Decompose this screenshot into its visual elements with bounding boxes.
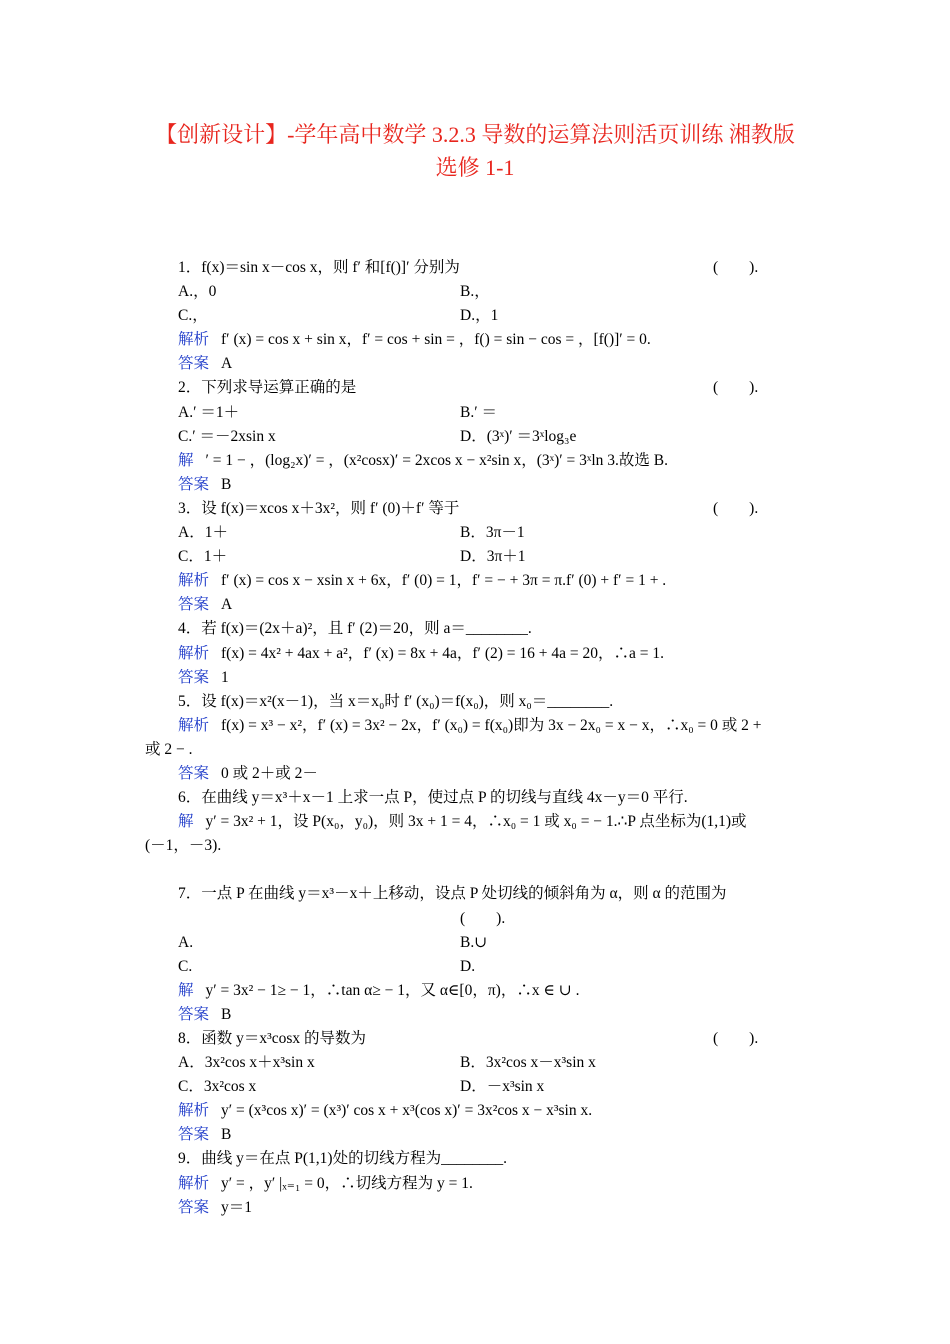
answer-text: B: [221, 1005, 232, 1023]
solution-line: [145, 979, 805, 1003]
answer-text: A: [221, 355, 233, 373]
solution-line: [145, 714, 805, 738]
question-text: 4．若 f(x)＝(2x＋a)²，且 f′ (2)＝20，则 a＝________.: [178, 620, 532, 638]
answer-line: [145, 1123, 805, 1147]
question-stem: [145, 690, 805, 714]
solution-text: y′ = (x³cos x)′ = (x³)′ cos x + x³(cos x)′ = 3x²cos x − x³sin x.: [221, 1102, 593, 1120]
option-row: [145, 931, 805, 955]
question-text: 3．设 f(x)＝xcos x＋3x²，则 f′ (0)＋f′ 等于: [178, 499, 460, 517]
question-stem: [145, 882, 805, 906]
answer-label: 答案: [178, 596, 210, 614]
option-a: A.′ ＝1＋: [178, 403, 240, 421]
question-stem: [145, 376, 805, 400]
solution-line: [145, 569, 805, 593]
title-line-2: 选修 1-1: [435, 155, 515, 180]
solution-label: 解: [178, 981, 194, 999]
solution-label: 解析: [178, 1102, 210, 1120]
answer-parentheses: ( ).: [713, 259, 759, 276]
question-text: 8．函数 y＝x³cosx 的导数为: [178, 1030, 367, 1047]
answer-line: [145, 1196, 805, 1220]
option-row: [145, 304, 805, 328]
answer-line: [145, 473, 805, 497]
option-b: B.′ ＝: [460, 403, 497, 421]
option-b: D．(3ˣ)′ ＝3ˣlog₃e: [460, 427, 577, 445]
option-a: C．1＋: [178, 548, 228, 566]
solution-text: 或 2 − .: [145, 740, 193, 758]
option-row: [145, 280, 805, 304]
answer-text: y＝1: [221, 1198, 253, 1216]
solution-label: 解析: [178, 716, 210, 734]
option-row: [145, 425, 805, 449]
solution-line: [145, 1172, 805, 1196]
solution-text: y′ = ，y′ |ₓ₌₁ = 0，∴切线方程为 y = 1.: [221, 1174, 473, 1192]
solution-line: [145, 328, 805, 352]
option-row: [145, 401, 805, 425]
option-a: C.，: [178, 307, 208, 325]
option-a: A．3x²cos x＋x³sin x: [178, 1054, 315, 1072]
option-row: [145, 1075, 805, 1099]
document-title: [0, 118, 950, 184]
question-text: 6．在曲线 y＝x³＋x－1 上求一点 P，使过点 P 的切线与直线 4x－y＝0 平行.: [178, 789, 688, 807]
option-row: [145, 955, 805, 979]
question-stem: [145, 786, 805, 810]
solution-line: [145, 810, 805, 834]
answer-line: [145, 352, 805, 376]
solution-label: 解析: [178, 1174, 210, 1192]
option-a: A．1＋: [178, 524, 228, 542]
title-line-1: 【创新设计】-学年高中数学 3.2.3 导数的运算法则活页训练 湘教版: [155, 122, 795, 147]
answer-text: B: [221, 1126, 232, 1144]
answer-label: 答案: [178, 1126, 210, 1144]
solution-continuation: [145, 738, 805, 762]
question-stem: [145, 256, 805, 280]
answer-line: [145, 762, 805, 786]
option-b: D.，1: [460, 307, 499, 325]
question-text: 7．一点 P 在曲线 y＝x³－x＋上移动，设点 P 处切线的倾斜角为 α，则 α 的范围为: [178, 885, 727, 903]
answer-label: 答案: [178, 668, 210, 686]
solution-text: y′ = 3x² − 1≥ − 1，∴tan α≥ − 1，又 α∈[0，π)，∴x ∈ ∪ .: [205, 981, 580, 999]
exercise-list: [145, 256, 805, 1220]
option-row: [145, 545, 805, 569]
answer-text: 0 或 2＋或 2－: [221, 764, 318, 782]
solution-text: f′ (x) = cos x + sin x，f′ = cos + sin = ，f() = sin − cos = ，[f()]′ = 0.: [221, 331, 651, 349]
answer-line: [145, 666, 805, 690]
solution-label: 解析: [178, 572, 210, 590]
solution-text: (－1，－3).: [145, 837, 222, 855]
option-a: C．3x²cos x: [178, 1078, 257, 1096]
solution-text: y′ = 3x² + 1，设 P(x₀，y₀)，则 3x + 1 = 4，∴x₀ = 1 或 x₀ = − 1.∴P 点坐标为(1,1)或: [205, 813, 747, 831]
question-stem: [145, 617, 805, 641]
option-b: D．3π＋1: [460, 548, 526, 566]
question-text: 1．f(x)＝sin x－cos x，则 f′ 和[f()]′ 分别为: [178, 259, 460, 276]
solution-text: f′ (x) = cos x − xsin x + 6x，f′ (0) = 1，f′ = − + 3π = π.f′ (0) + f′ = 1 + .: [221, 572, 667, 590]
answer-label: 答案: [178, 1198, 210, 1216]
option-a: C.: [178, 957, 193, 975]
solution-line: [145, 1099, 805, 1123]
answer-text: B: [221, 475, 232, 493]
solution-text: f(x) = x³ − x²，f′ (x) = 3x² − 2x，f′ (x₀) = f(x₀)即为 3x − 2x₀ = x − x，∴x₀ = 0 或 2 +: [221, 716, 762, 734]
answer-line: [145, 593, 805, 617]
answer-label: 答案: [178, 1005, 210, 1023]
solution-label: 解: [178, 451, 194, 469]
answer-parentheses: ( ).: [713, 379, 759, 397]
solution-line: [145, 642, 805, 666]
option-a: A.，0: [178, 283, 217, 301]
option-a: A.: [178, 933, 194, 951]
question-stem: [145, 1027, 805, 1051]
answer-parentheses: ( ).: [713, 1030, 759, 1047]
option-b: B.∪: [460, 933, 488, 951]
blank-line: [145, 858, 805, 882]
answer-label: 答案: [178, 764, 210, 782]
solution-text: f(x) = 4x² + 4ax + a²，f′ (x) = 8x + 4a，f′ (2) = 16 + 4a = 20，∴a = 1.: [221, 644, 664, 662]
option-b: D．－x³sin x: [460, 1078, 545, 1096]
option-b: B．3x²cos x－x³sin x: [460, 1054, 596, 1072]
option-b: B．3π－1: [460, 524, 525, 542]
question-text: 9．曲线 y＝在点 P(1,1)处的切线方程为________.: [178, 1150, 507, 1168]
option-row: [145, 521, 805, 545]
question-text: 5．设 f(x)＝x²(x－1)，当 x＝x₀时 f′ (x₀)＝f(x₀)，则 x₀＝________.: [178, 692, 614, 710]
solution-label: 解析: [178, 644, 210, 662]
solution-label: 解: [178, 813, 194, 831]
question-text: 2．下列求导运算正确的是: [178, 379, 357, 397]
solution-continuation: [145, 834, 805, 858]
answer-text: 1: [221, 668, 229, 686]
option-b: D.: [460, 957, 476, 975]
question-stem: [145, 497, 805, 521]
answer-parentheses-line: [145, 907, 805, 931]
answer-line: [145, 1003, 805, 1027]
answer-label: 答案: [178, 475, 210, 493]
question-stem: [145, 1147, 805, 1171]
answer-parentheses: ( ).: [460, 909, 506, 927]
answer-text: A: [221, 596, 233, 614]
solution-text: ′ = 1 − ，(log₂x)′ = ，(x²cosx)′ = 2xcos x − x²sin x，(3ˣ)′ = 3ˣln 3.故选 B.: [205, 451, 669, 469]
option-b: B.，: [460, 283, 490, 301]
solution-line: [145, 449, 805, 473]
solution-label: 解析: [178, 331, 210, 349]
answer-parentheses: ( ).: [713, 499, 759, 517]
option-row: [145, 1051, 805, 1075]
option-a: C.′ ＝－2xsin x: [178, 427, 276, 445]
answer-label: 答案: [178, 355, 210, 373]
